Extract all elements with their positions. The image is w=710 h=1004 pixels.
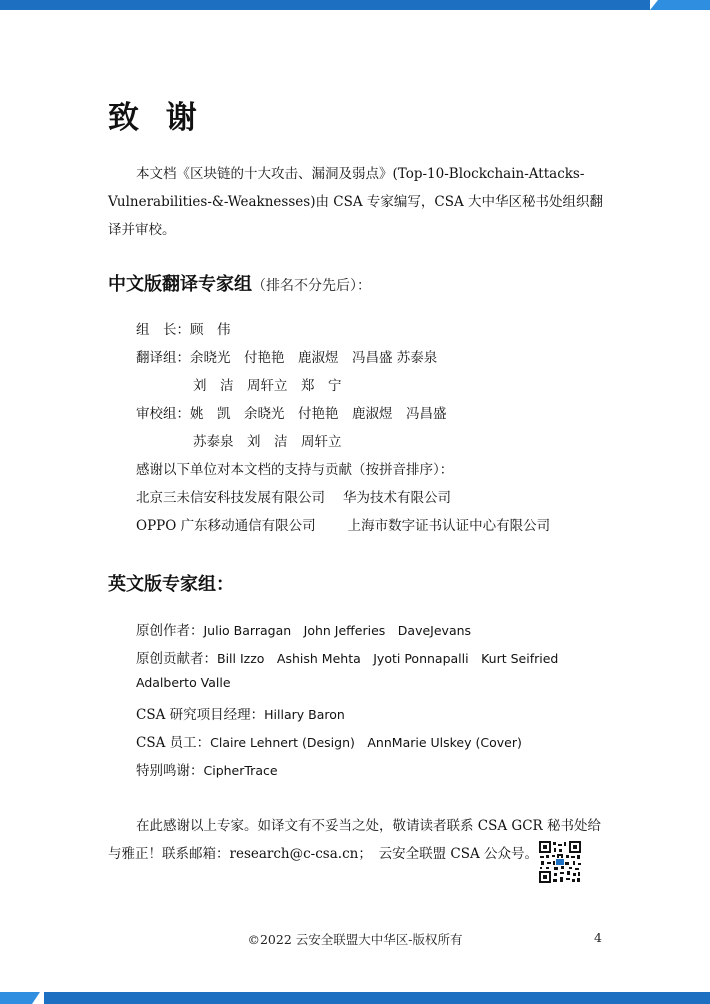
special-row: [136, 759, 278, 779]
org-row-1: [136, 486, 451, 506]
contributors-row: [136, 647, 558, 667]
zh-group-heading-text: 中文版翻译专家组: [108, 274, 252, 295]
translators-row: [136, 346, 437, 366]
top-band-dark: [0, 0, 650, 10]
footer-copyright: ©2022 云安全联盟大中华区-版权所有: [247, 932, 463, 947]
zh-group-heading-note: （排名不分先后）：: [252, 278, 371, 294]
qr-code-icon: [538, 840, 582, 884]
org-4: 上海市数字证书认证中心有限公司: [347, 518, 551, 534]
org-2: 华为技术有限公司: [343, 490, 451, 506]
reviewers-names-2: 苏泰泉 刘 洁 周轩立: [193, 434, 342, 450]
thanks-line: 感谢以下单位对本文档的支持与贡献（按拼音排序）：: [136, 462, 454, 478]
bottom-band-dark: [44, 992, 710, 1004]
zh-group-heading: [108, 270, 371, 296]
closing-paragraph: 在此感谢以上专家。如译文有不妥当之处，敬请读者联系 CSA GCR 秘书处给与雅正！联系邮箱：research@c-csa.cn； 云安全联盟 CSA 公众号。: [108, 818, 601, 862]
staff-names: Claire Lehnert (Design) AnnMarie Ulskey (Cover): [210, 735, 522, 750]
authors-row: [136, 619, 471, 639]
translators-names-2: 刘 洁 周轩立 郑 宁: [193, 378, 342, 394]
top-band: [0, 0, 710, 10]
reviewers-names-1: 姚 凯 余晓光 付艳艳 鹿淑煜 冯昌盛: [190, 406, 447, 422]
en-group-heading: 英文版专家组：: [108, 574, 234, 595]
org-1: 北京三未信安科技发展有限公司: [136, 490, 325, 506]
bottom-band-light: [0, 992, 40, 1004]
page-title: 致 谢: [108, 100, 205, 136]
pm-label: CSA 研究项目经理：: [136, 707, 265, 723]
pm-row: [136, 703, 345, 723]
contributors-row-2: Adalberto Valle: [136, 675, 231, 690]
translators-row-2: [193, 374, 342, 394]
pm-name: Hillary Baron: [264, 707, 345, 722]
page-number: 4: [594, 930, 602, 945]
org-3: OPPO 广东移动通信有限公司: [136, 518, 316, 534]
reviewers-row: [136, 402, 447, 422]
authors-names: Julio Barragan John Jefferies DaveJevans: [203, 623, 472, 638]
reviewers-label: 审校组：: [136, 406, 190, 422]
bottom-band: [0, 992, 710, 1004]
translators-label: 翻译组：: [136, 350, 190, 366]
leader-label: 组 长：: [136, 322, 190, 338]
leader-name: 顾 伟: [190, 322, 231, 338]
authors-label: 原创作者：: [136, 623, 204, 639]
special-name: CipherTrace: [203, 763, 278, 778]
leader-row: [136, 318, 231, 338]
reviewers-row-2: [193, 430, 342, 450]
staff-row: [136, 731, 522, 751]
translators-names-1: 余晓光 付艳艳 鹿淑煜 冯昌盛 苏泰泉: [190, 350, 438, 366]
intro-paragraph: 本文档《区块链的十大攻击、漏洞及弱点》(Top-10-Blockchain-Attacks-Vulnerabilities-&-Weaknesses)由 CSA 专家编写，CSA 大中华区秘书处组织翻译并审校。: [108, 166, 603, 238]
org-row-2: [136, 514, 550, 534]
staff-label: CSA 员工：: [136, 735, 211, 751]
contributors-names: Bill Izzo Ashish Mehta Jyoti Ponnapalli Kurt Seifried: [217, 651, 559, 666]
top-band-light: [650, 0, 710, 10]
contributors-label: 原创贡献者：: [136, 651, 217, 667]
special-label: 特别鸣谢：: [136, 763, 204, 779]
